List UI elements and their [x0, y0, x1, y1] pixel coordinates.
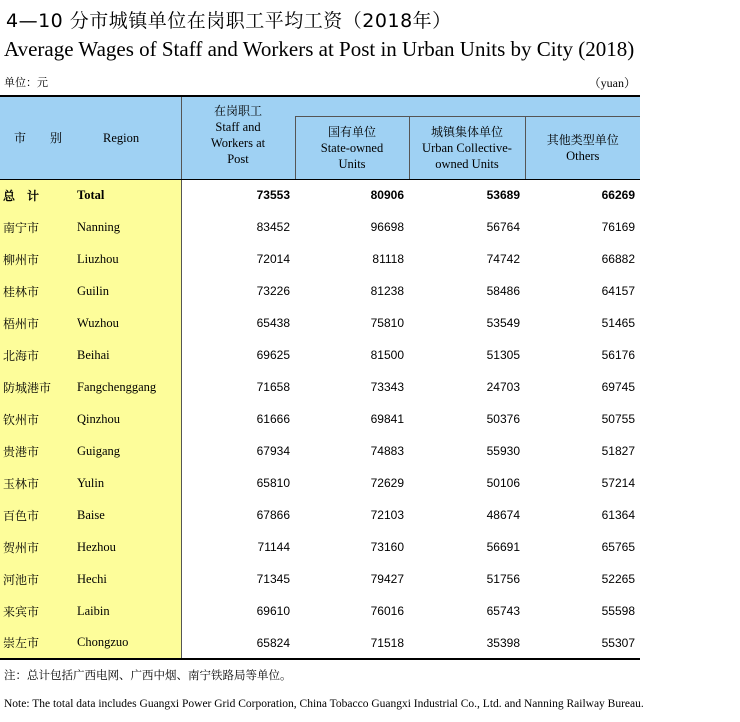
table-row [0, 211, 640, 243]
region-name-en: Hezhou [75, 531, 181, 563]
region-name-cn: 总 计 [0, 179, 75, 211]
region-name-cn: 防城港市 [0, 371, 75, 403]
cell-state-owned: 73343 [370, 380, 404, 394]
cell-staff-at-post: 71658 [181, 371, 295, 403]
header-staff-at-post [181, 96, 295, 179]
cell-staff-at-post: 65824 [181, 627, 295, 659]
cell-urban-collective: 58486 [486, 284, 520, 298]
cell-others: 52265 [601, 572, 635, 586]
cell-staff-at-post: 69610 [181, 595, 295, 627]
cell-staff-at-post: 73226 [181, 275, 295, 307]
region-name-cn: 来宾市 [0, 595, 75, 627]
wages-table [0, 95, 640, 660]
cell-others: 55307 [525, 627, 640, 659]
cell-state-owned: 81238 [370, 284, 404, 298]
region-name-en: Yulin [75, 467, 181, 499]
footnote-en: Note: The total data includes Guangxi Power Grid Corporation, China Tobacco Guangxi Industrial Co., Ltd. and Nanning Railway Bureau. [4, 698, 644, 710]
cell-staff-at-post: 72014 [181, 243, 295, 275]
cell-staff-at-post: 61666 [181, 403, 295, 435]
table-title-en: Average Wages of Staff and Workers at Post in Urban Units by City (2018) [4, 37, 635, 61]
cell-others: 51465 [601, 316, 635, 330]
footnote-cn: 注：总计包括广西电网、广西中烟、南宁铁路局等单位。 [4, 668, 292, 682]
region-name-cn: 河池市 [0, 563, 75, 595]
table-row [0, 275, 640, 307]
header-others [525, 116, 640, 179]
region-name-cn: 贵港市 [0, 435, 75, 467]
cell-staff-at-post: 71144 [181, 531, 295, 563]
cell-state-owned: 81500 [370, 348, 404, 362]
cell-state-owned: 72103 [370, 508, 404, 522]
table-row [0, 531, 640, 563]
table-row [0, 499, 640, 531]
cell-state-owned: 80906 [370, 188, 404, 203]
unit-label-cn: 单位：元 [4, 76, 48, 89]
cell-urban-collective: 56764 [486, 220, 520, 234]
cell-urban-collective: 48674 [486, 508, 520, 522]
region-name-en: Beihai [75, 339, 181, 371]
cell-state-owned: 72629 [370, 476, 404, 490]
cell-urban-collective: 35398 [409, 627, 525, 659]
header-others-cn: 其他类型单位 [546, 132, 619, 147]
region-name-en: Fangchenggang [75, 371, 181, 403]
header-urban-collective [409, 116, 525, 179]
region-name-cn: 玉林市 [0, 467, 75, 499]
table-row [0, 339, 640, 371]
cell-others: 66882 [601, 252, 635, 266]
table-row [0, 435, 640, 467]
unit-label-en: （yuan） [588, 76, 636, 90]
cell-state-owned: 96698 [370, 220, 404, 234]
cell-staff-at-post: 67866 [181, 499, 295, 531]
region-name-cn: 南宁市 [0, 211, 75, 243]
cell-urban-collective: 51305 [486, 348, 520, 362]
table-row [0, 243, 640, 275]
region-name-cn: 桂林市 [0, 275, 75, 307]
region-name-en: Chongzuo [75, 627, 181, 659]
table-row [0, 627, 640, 659]
region-name-cn: 贺州市 [0, 531, 75, 563]
cell-urban-collective: 74742 [486, 252, 520, 266]
header-state-en: State-owned Units [320, 140, 384, 171]
header-collective-cn: 城镇集体单位 [430, 124, 503, 139]
cell-staff-at-post: 71345 [181, 563, 295, 595]
cell-others: 51827 [601, 444, 635, 458]
region-name-en: Nanning [75, 211, 181, 243]
table-row [0, 563, 640, 595]
cell-urban-collective: 53689 [486, 188, 520, 203]
cell-others: 65765 [601, 540, 635, 554]
region-name-en: Wuzhou [75, 307, 181, 339]
header-region-en: Region [75, 96, 181, 179]
table-row-total [0, 179, 640, 211]
header-post-en: Staff and Workers at Post [210, 120, 266, 166]
cell-urban-collective: 50376 [486, 412, 520, 426]
cell-state-owned: 75810 [370, 316, 404, 330]
header-ownership-group [295, 96, 640, 116]
cell-urban-collective: 50106 [486, 476, 520, 490]
region-name-cn: 柳州市 [0, 243, 75, 275]
cell-others: 69745 [601, 380, 635, 394]
region-name-en: Qinzhou [75, 403, 181, 435]
region-name-en: Liuzhou [75, 243, 181, 275]
cell-staff-at-post: 65810 [181, 467, 295, 499]
cell-state-owned: 81118 [372, 252, 404, 266]
header-others-en: Others [566, 148, 600, 163]
cell-state-owned: 73160 [370, 540, 404, 554]
cell-urban-collective: 55930 [486, 444, 520, 458]
cell-urban-collective: 51756 [486, 572, 520, 586]
cell-state-owned: 76016 [370, 604, 404, 618]
cell-others: 57214 [601, 476, 635, 490]
cell-others: 56176 [601, 348, 635, 362]
header-post-cn: 在岗职工 [213, 104, 262, 118]
header-collective-en: Urban Collective-owned Units [422, 140, 512, 171]
cell-staff-at-post: 83452 [181, 211, 295, 243]
cell-others: 55598 [601, 604, 635, 618]
region-name-en: Total [75, 179, 181, 211]
region-name-cn: 崇左市 [0, 627, 75, 659]
header-region-cn: 市 别 [0, 96, 75, 179]
cell-others: 50755 [601, 412, 635, 426]
cell-urban-collective: 56691 [486, 540, 520, 554]
header-state-owned [295, 116, 409, 179]
table-row [0, 403, 640, 435]
region-name-en: Laibin [75, 595, 181, 627]
region-name-en: Hechi [75, 563, 181, 595]
region-name-cn: 梧州市 [0, 307, 75, 339]
cell-state-owned: 79427 [370, 572, 404, 586]
table-title-cn: 4—10 分市城镇单位在岗职工平均工资（2018年） [6, 10, 452, 32]
region-name-cn: 钦州市 [0, 403, 75, 435]
table-row [0, 467, 640, 499]
cell-others: 76169 [601, 220, 635, 234]
header-state-cn: 国有单位 [327, 124, 376, 139]
region-name-en: Guigang [75, 435, 181, 467]
table-row [0, 371, 640, 403]
region-name-cn: 北海市 [0, 339, 75, 371]
cell-state-owned: 71518 [295, 627, 409, 659]
region-name-en: Guilin [75, 275, 181, 307]
cell-state-owned: 69841 [370, 412, 404, 426]
cell-others: 61364 [601, 508, 635, 522]
cell-staff-at-post: 73553 [181, 179, 295, 211]
cell-staff-at-post: 65438 [181, 307, 295, 339]
cell-others: 66269 [601, 188, 635, 203]
cell-urban-collective: 24703 [486, 380, 520, 394]
table-row [0, 307, 640, 339]
region-name-en: Baise [75, 499, 181, 531]
region-name-cn: 百色市 [0, 499, 75, 531]
cell-urban-collective: 65743 [486, 604, 520, 618]
cell-urban-collective: 53549 [486, 316, 520, 330]
cell-staff-at-post: 67934 [181, 435, 295, 467]
cell-state-owned: 74883 [370, 444, 404, 458]
table-row [0, 595, 640, 627]
cell-others: 64157 [601, 284, 635, 298]
cell-staff-at-post: 69625 [181, 339, 295, 371]
